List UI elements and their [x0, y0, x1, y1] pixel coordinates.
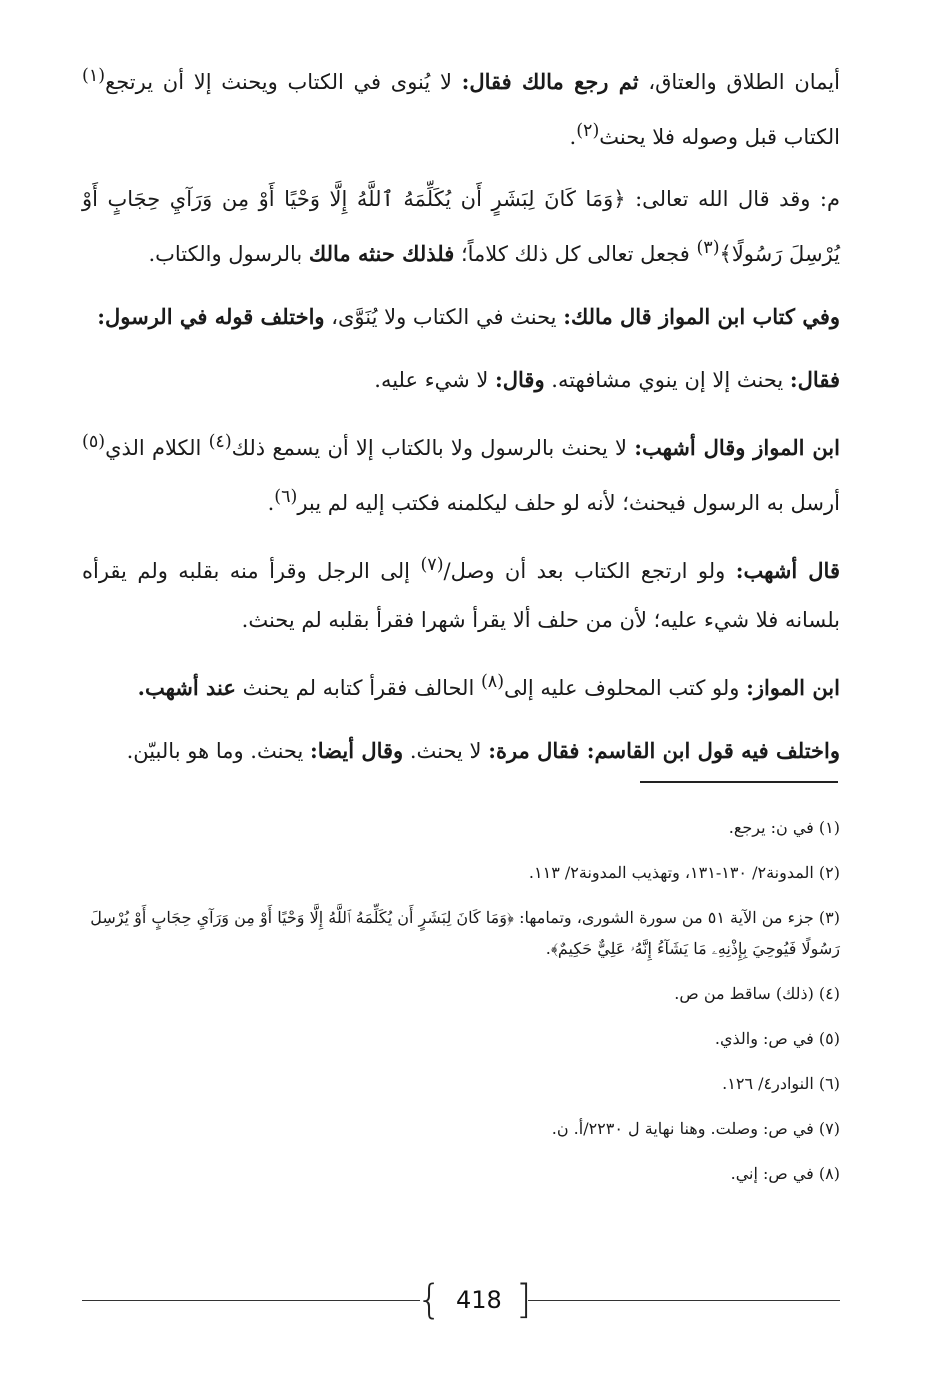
text-span: بالرسول والكتاب.: [148, 242, 309, 266]
bold-span: ثم رجع مالك فقال:: [461, 69, 639, 94]
text-span: لا يحنث بالرسول ولا بالكتاب إلا أن يسمع ذلك: [231, 436, 635, 460]
paragraph-5: [82, 418, 840, 528]
text-span: ولو كتب المحلوف عليه إلى: [504, 676, 747, 700]
bracket-open-icon: {: [416, 1277, 443, 1323]
footer-rule-left: [82, 1300, 420, 1301]
text-span: الحالف فقرأ كتابه لم يحنث: [235, 676, 481, 700]
paragraph-6: [82, 541, 840, 645]
footnote-5: (٥) في ص: والذي.: [714, 1029, 840, 1048]
text-span: أرسل به الرسول فيحنث؛ لأنه لو حلف ليكلمنه فكتب إليه لم يبر: [297, 491, 840, 515]
bold-span: وفي كتاب ابن المواز قال مالك:: [563, 304, 840, 329]
text-span: الكتاب قبل وصوله فلا يحنث: [599, 125, 840, 149]
text-span: الكلام الذي: [105, 436, 209, 460]
paragraph-7: [82, 658, 840, 713]
footnote-7: (٧) في ص: وصلت. وهنا نهاية ل ٢٢٣٠/أ. ن.: [551, 1119, 840, 1138]
bold-span: واختلف قوله في الرسول:: [97, 304, 325, 329]
page-number-box: [416, 1276, 532, 1324]
paragraph-8: [82, 726, 840, 776]
bold-span: عند أشهب.: [137, 675, 236, 700]
bold-span: ابن المواز وقال أشهب:: [634, 435, 840, 460]
bold-span: وقال أيضا:: [309, 738, 404, 763]
footnote-4: (٤) (ذلك) ساقط من ص.: [674, 984, 840, 1003]
text-span: فجعل تعالى كل ذلك كلاماً؛: [454, 242, 697, 266]
quran-quote: م: وقد قال الله تعالى: ﴿وَمَا كَانَ لِبَشَرٍ أَن يُكَلِّمَهُ ٱللَّهُ إِلَّا وَحْيًا أَوْ مِن وَرَآيِ حِجَابٍ أَوْ يُرْسِلَ رَسُولًا﴾: [82, 187, 840, 266]
text-span: أيمان الطلاق والعتاق،: [638, 70, 840, 94]
footnote-ref: (٥): [82, 432, 106, 452]
text-span: يحنث. وما هو بالبيّن.: [126, 739, 310, 763]
text-span: يحنث إلا إن ينوي مشافهته.: [544, 368, 790, 392]
footnote-ref: (٦): [274, 487, 298, 507]
page-number: 418: [456, 1286, 502, 1314]
bold-span: فلذلك حنثه مالك: [308, 241, 455, 266]
footnote-ref: (٨): [480, 672, 505, 692]
text-span: .: [267, 491, 275, 515]
footnote-2: (٢) المدونة٢/ ١٣٠-١٣١، وتهذيب المدونة٢/ ١١٣.: [528, 863, 840, 882]
footnote-ref: (٢): [576, 121, 600, 141]
text-span: لا يحنث.: [403, 739, 489, 763]
bold-span: فقال:: [789, 367, 840, 392]
text-span: يحنث في الكتاب ولا يُنَوَّى،: [324, 305, 564, 329]
footer-rule-right: [528, 1300, 840, 1301]
text-span: .: [569, 125, 577, 149]
text-span: لا يُنوى في الكتاب ويحنث إلا أن يرتجع: [105, 70, 462, 94]
text-span: ولو ارتجع الكتاب بعد أن وصل/: [443, 559, 736, 583]
footnote-ref: (٤): [208, 432, 232, 452]
footnote-ref: (١): [82, 66, 106, 86]
paragraph-3: [82, 292, 840, 342]
text-span: إلى الرجل وقرأ منه بقلبه ولم يقرأه بلسانه فلا شيء عليه؛ لأن من حلف ألا يقرأ شهرا فقرأ بقلبه لم يحنث.: [82, 559, 840, 632]
paragraph-2: [82, 175, 840, 279]
bold-span: قال أشهب:: [735, 558, 840, 583]
bold-span: واختلف فيه قول ابن القاسم: فقال مرة:: [488, 738, 840, 763]
page-footer: [82, 1270, 840, 1330]
footnote-ref: (٧): [420, 555, 444, 575]
bracket-close-icon: ]: [515, 1277, 532, 1323]
footnote-ref: (٣): [696, 238, 720, 258]
paragraph-4: [82, 355, 840, 405]
footnote-separator: [640, 781, 838, 783]
bold-span: ابن المواز:: [746, 675, 840, 700]
footnote-3: (٣) جزء من الآية ٥١ من سورة الشورى، وتمامها: ﴿وَمَا كَانَ لِبَشَرٍ أَن يُكَلِّمَهُ ٱللَّهُ إِلَّا وَحْيًا أَوْ مِن وَرَآيِ حِجَابٍ أَوْ يُرْسِلَ رَسُولًا فَيُوحِيَ بِإِذْنِهِۦ مَا يَشَآءُ إِنَّهُۥ عَلِيٌّ حَكِيمٌ﴾.: [90, 908, 840, 958]
footnote-6: (٦) النوادر٤/ ١٢٦.: [722, 1074, 840, 1093]
footnote-1: (١) في ن: يرجع.: [728, 818, 840, 837]
bold-span: وقال:: [495, 367, 545, 392]
main-text: [82, 52, 840, 789]
text-span: لا شيء عليه.: [374, 368, 495, 392]
paragraph-1: [82, 52, 840, 162]
footnote-8: (٨) في ص: إني.: [730, 1164, 840, 1183]
footnotes: [82, 812, 840, 1203]
